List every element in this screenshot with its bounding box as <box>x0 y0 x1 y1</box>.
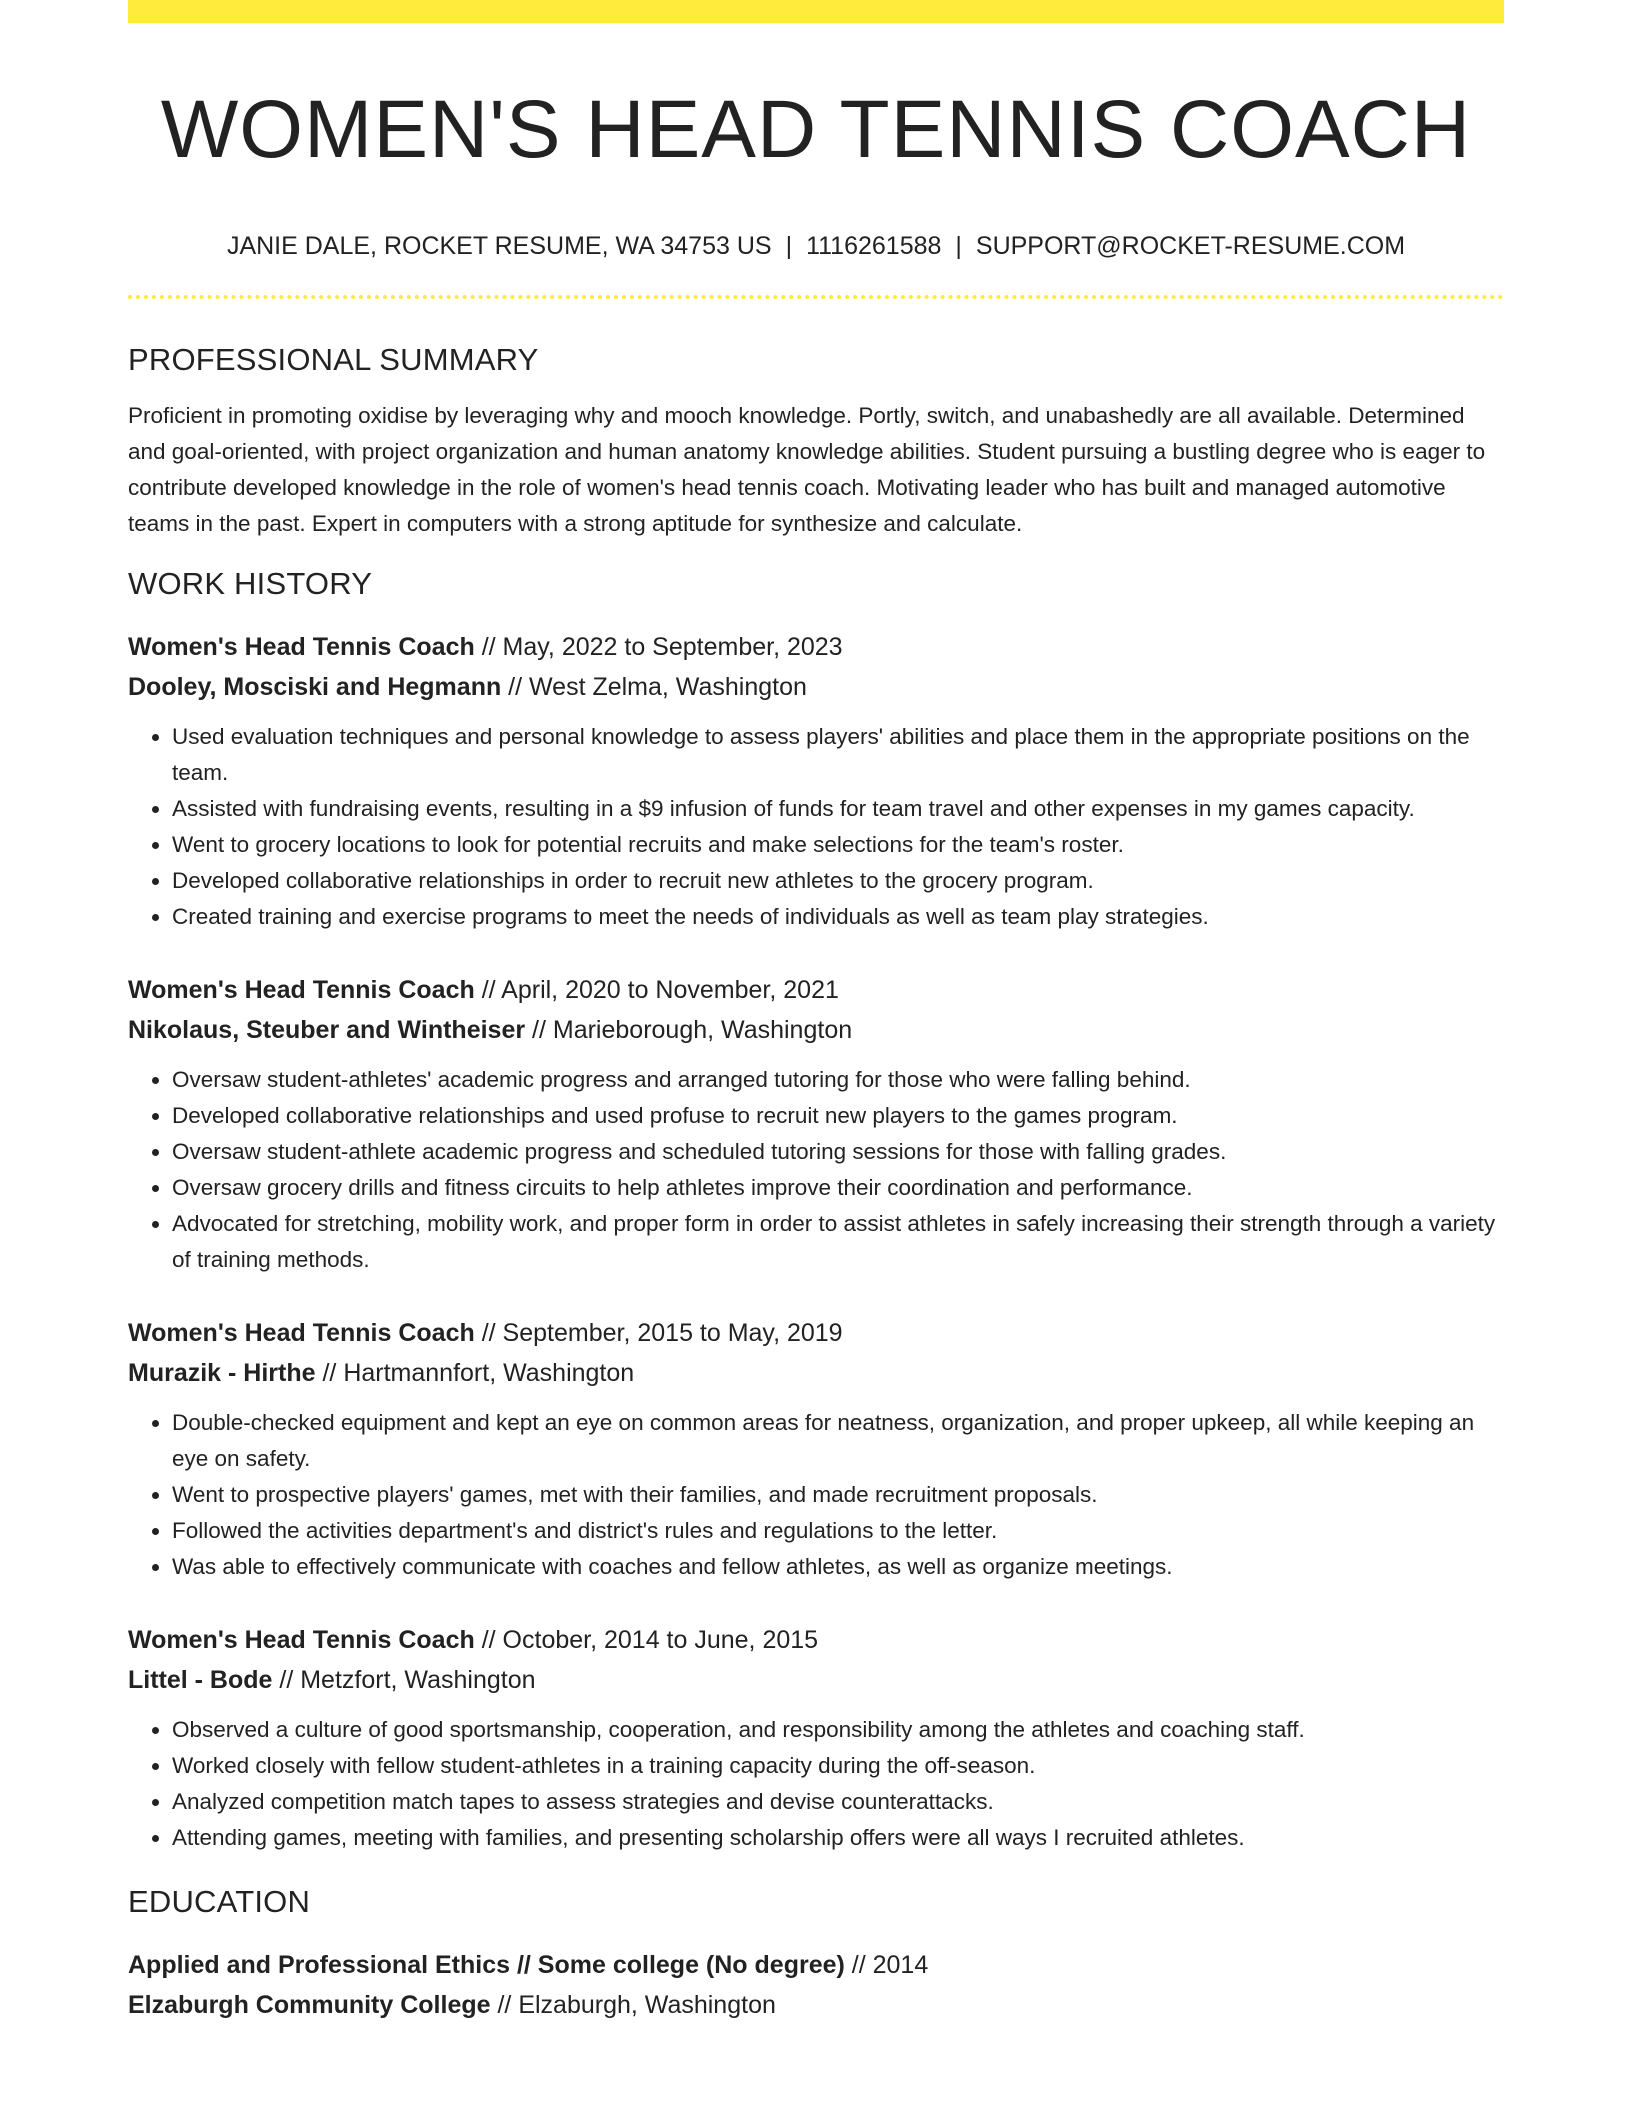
resume-page <box>128 0 1504 2025</box>
job-bullet: • Oversaw student-athlete academic progress and scheduled tutoring sessions for those with falling grades. <box>172 1134 1504 1170</box>
job-bullet: • Went to prospective players' games, met with their families, and made recruitment proposals. <box>172 1477 1504 1513</box>
job-company: Dooley, Mosciski and Hegmann <box>128 673 502 701</box>
education-school: Elzaburgh Community College <box>128 1991 491 2019</box>
job-title: Women's Head Tennis Coach <box>128 633 475 661</box>
job-entry <box>128 970 1504 1278</box>
job-title: Women's Head Tennis Coach <box>128 976 475 1004</box>
education-location: // Elzaburgh, Washington <box>490 1991 776 2019</box>
job-bullet: • Went to grocery locations to look for potential recruits and make selections for the team's roster. <box>172 827 1504 863</box>
job-bullet: • Double-checked equipment and kept an eye on common areas for neatness, organization, and proper upkeep, all while keeping an eye on safety. <box>172 1405 1504 1477</box>
job-dates: // May, 2022 to September, 2023 <box>474 633 843 661</box>
job-bullet: • Oversaw student-athletes' academic progress and arranged tutoring for those who were falling behind. <box>172 1062 1504 1098</box>
job-bullets <box>128 1405 1504 1585</box>
work-history-heading: WORK HISTORY <box>128 566 373 601</box>
job-bullets <box>128 1062 1504 1278</box>
education-entry <box>128 1945 1504 2025</box>
job-title-line <box>128 627 1504 667</box>
job-entry <box>128 1620 1504 1856</box>
job-entry <box>128 627 1504 935</box>
job-location: // Metzfort, Washington <box>272 1666 536 1694</box>
job-location: // Hartmannfort, Washington <box>315 1359 635 1387</box>
contact-line <box>128 230 1504 262</box>
contact-phone: 1116261588 <box>806 232 942 260</box>
job-bullet: • Created training and exercise programs to meet the needs of individuals as well as team play strategies. <box>172 899 1504 935</box>
job-location: // Marieborough, Washington <box>525 1016 853 1044</box>
education-heading: EDUCATION <box>128 1884 311 1919</box>
job-company-line <box>128 1010 1504 1050</box>
contact-separator: | <box>955 232 962 260</box>
job-bullet: • Worked closely with fellow student-athletes in a training capacity during the off-season. <box>172 1748 1504 1784</box>
summary-text: Proficient in promoting oxidise by leveraging why and mooch knowledge. Portly, switch, and unabashedly are all available. Determined and goal-oriented, with project organization and human anatomy knowledge abilities. Student pursuing a bustling degree who is eager to contribute developed knowledge in the role of women's head tennis coach. Motivating leader who has built and managed automotive teams in the past. Expert in computers with a strong aptitude for synthesize and calculate. <box>128 403 1486 536</box>
job-entry <box>128 1313 1504 1585</box>
job-title-line <box>128 1313 1504 1353</box>
job-company: Murazik - Hirthe <box>128 1359 316 1387</box>
header-divider <box>128 295 1504 299</box>
job-bullet: • Attending games, meeting with families, and presenting scholarship offers were all ways I recruited athletes. <box>172 1820 1504 1856</box>
summary-heading: PROFESSIONAL SUMMARY <box>128 342 539 377</box>
job-dates: // April, 2020 to November, 2021 <box>474 976 839 1004</box>
job-location: // West Zelma, Washington <box>501 673 807 701</box>
job-title: Women's Head Tennis Coach <box>128 1319 475 1347</box>
job-company: Nikolaus, Steuber and Wintheiser <box>128 1016 526 1044</box>
job-dates: // October, 2014 to June, 2015 <box>474 1626 819 1654</box>
job-title: Women's Head Tennis Coach <box>128 1626 475 1654</box>
job-company: Littel - Bode <box>128 1666 273 1694</box>
education-year: // 2014 <box>844 1951 929 1979</box>
job-bullet: • Developed collaborative relationships and used profuse to recruit new players to the games program. <box>172 1098 1504 1134</box>
job-bullet: • Observed a culture of good sportsmanship, cooperation, and responsibility among the athletes and coaching staff. <box>172 1712 1504 1748</box>
job-title-line <box>128 970 1504 1010</box>
job-title-line <box>128 1620 1504 1660</box>
resume-title: WOMEN'S HEAD TENNIS COACH <box>160 84 1472 175</box>
education-degree-line <box>128 1945 1504 1985</box>
contact-address: JANIE DALE, ROCKET RESUME, WA 34753 US <box>226 232 772 260</box>
education-school-line <box>128 1985 1504 2025</box>
job-company-line <box>128 1353 1504 1393</box>
job-bullet: • Analyzed competition match tapes to assess strategies and devise counterattacks. <box>172 1784 1504 1820</box>
job-bullets <box>128 719 1504 935</box>
contact-email: SUPPORT@ROCKET-RESUME.COM <box>975 232 1406 260</box>
job-bullet: • Developed collaborative relationships in order to recruit new athletes to the grocery program. <box>172 863 1504 899</box>
job-dates: // September, 2015 to May, 2019 <box>474 1319 843 1347</box>
job-bullet: • Advocated for stretching, mobility work, and proper form in order to assist athletes in safely increasing their strength through a variety of training methods. <box>172 1206 1504 1278</box>
job-bullet: • Was able to effectively communicate with coaches and fellow athletes, as well as organize meetings. <box>172 1549 1504 1585</box>
job-bullet: • Followed the activities department's and district's rules and regulations to the letter. <box>172 1513 1504 1549</box>
job-company-line <box>128 667 1504 707</box>
job-bullet: • Used evaluation techniques and personal knowledge to assess players' abilities and place them in the appropriate positions on the team. <box>172 719 1504 791</box>
job-company-line <box>128 1660 1504 1700</box>
job-bullet: • Oversaw grocery drills and fitness circuits to help athletes improve their coordination and performance. <box>172 1170 1504 1206</box>
job-bullets <box>128 1712 1504 1856</box>
contact-separator: | <box>785 232 793 260</box>
education-degree: Applied and Professional Ethics // Some college (No degree) <box>128 1951 845 1979</box>
job-bullet: • Assisted with fundraising events, resulting in a $9 infusion of funds for team travel and other expenses in my games capacity. <box>172 791 1504 827</box>
